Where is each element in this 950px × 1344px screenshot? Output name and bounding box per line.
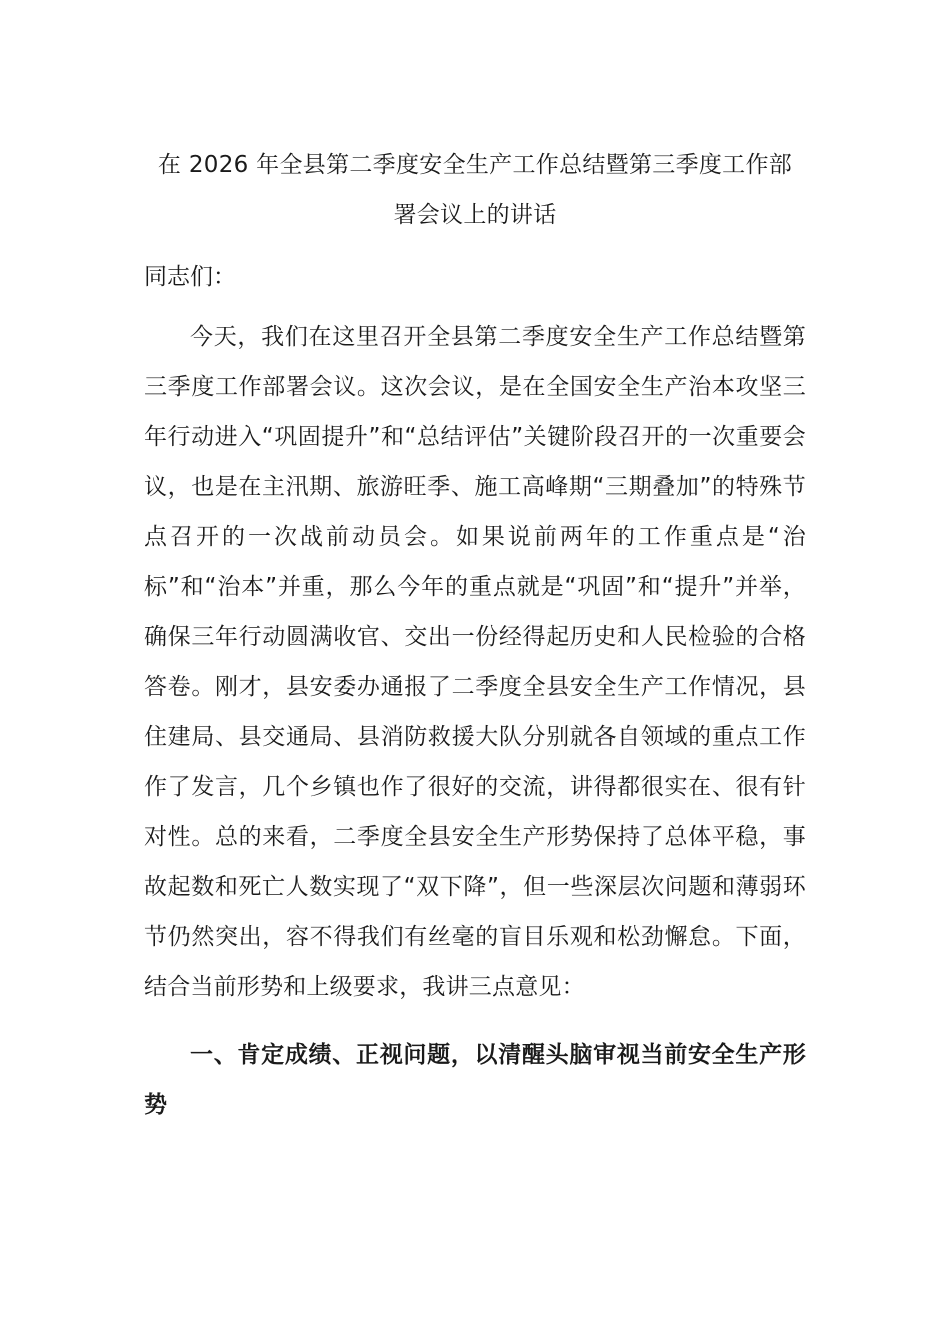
title-line-1: 在 2026 年全县第二季度安全生产工作总结暨第三季度工作部 xyxy=(157,152,793,178)
title-line-2: 署会议上的讲话 xyxy=(393,202,557,228)
document-title xyxy=(130,140,820,240)
section-heading-1: 一、肯定成绩、正视问题，以清醒头脑审视当前安全生产形势 xyxy=(144,1042,806,1118)
document-body xyxy=(144,256,806,1130)
opening-paragraph: 今天，我们在这里召开全县第二季度安全生产工作总结暨第三季度工作部署会议。这次会议，是在全国安全生产治本攻坚三年行动进入“巩固提升”和“总结评估”关键阶段召开的一次重要会议，也是在主汛期、旅游旺季、施工高峰期“三期叠加”的特殊节点召开的一次战前动员会。如果说前两年的工作重点是“治标”和“治本”并重，那么今年的重点就是“巩固”和“提升”并举，确保三年行动圆满收官、交出一份经得起历史和人民检验的合格答卷。刚才，县安委办通报了二季度全县安全生产工作情况，县住建局、县交通局、县消防救援大队分别就各自领域的重点工作作了发言，几个乡镇也作了很好的交流，讲得都很实在、很有针对性。总的来看，二季度全县安全生产形势保持了总体平稳，事故起数和死亡人数实现了“双下降”，但一些深层次问题和薄弱环节仍然突出，容不得我们有丝毫的盲目乐观和松劲懈怠。下面，结合当前形势和上级要求，我讲三点意见： xyxy=(144,324,806,1000)
salutation: 同志们： xyxy=(144,264,236,290)
